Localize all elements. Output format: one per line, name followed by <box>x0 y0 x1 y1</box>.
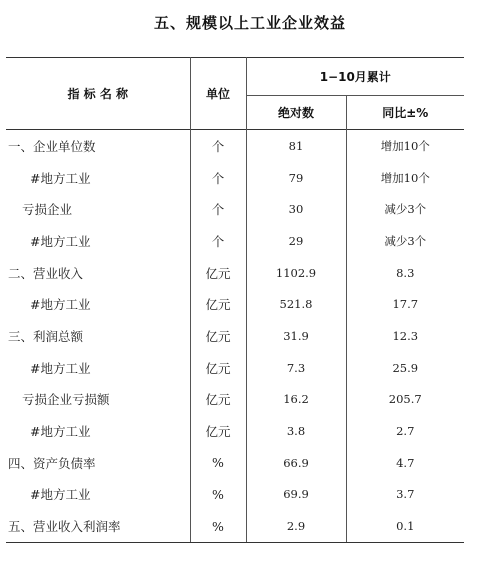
indicator-name: #地方工业 <box>30 360 91 376</box>
table-row <box>6 130 464 162</box>
unit-cell: 亿元 <box>190 384 246 416</box>
header-period: 1−10月累计 <box>246 58 464 96</box>
indicator-name: 三、利润总额 <box>8 328 84 344</box>
unit-cell: % <box>190 447 246 479</box>
absolute-value: 7.3 <box>246 352 346 384</box>
table-row <box>6 257 464 289</box>
unit-cell: % <box>190 510 246 542</box>
table-row <box>6 162 464 194</box>
yoy-value: 增加10个 <box>346 130 464 162</box>
table-row <box>6 225 464 257</box>
header-absolute: 绝对数 <box>246 96 346 130</box>
yoy-value: 增加10个 <box>346 162 464 194</box>
absolute-value: 29 <box>246 225 346 257</box>
yoy-value: 8.3 <box>346 257 464 289</box>
page-title: 五、规模以上工业企业效益 <box>153 14 346 32</box>
table-row <box>6 510 464 542</box>
indicator-name: 二、营业收入 <box>8 265 84 281</box>
efficiency-table <box>6 57 464 543</box>
absolute-value: 69.9 <box>246 479 346 511</box>
absolute-value: 30 <box>246 193 346 225</box>
indicator-name: #地方工业 <box>30 233 91 249</box>
absolute-value: 3.8 <box>246 415 346 447</box>
indicator-name: 四、资产负债率 <box>8 455 96 471</box>
yoy-value: 0.1 <box>346 510 464 542</box>
yoy-value: 4.7 <box>346 447 464 479</box>
indicator-name: #地方工业 <box>30 424 91 440</box>
indicator-name: 五、营业收入利润率 <box>6 510 190 542</box>
yoy-value: 25.9 <box>346 352 464 384</box>
unit-cell: % <box>190 479 246 511</box>
unit-cell: 个 <box>190 162 246 194</box>
table-row <box>6 320 464 352</box>
yoy-value: 3.7 <box>346 479 464 511</box>
header-yoy: 同比±% <box>346 96 464 130</box>
table-body <box>6 130 464 543</box>
unit-cell: 亿元 <box>190 257 246 289</box>
absolute-value: 79 <box>246 162 346 194</box>
indicator-name: #地方工业 <box>30 170 91 186</box>
indicator-name: 亏损企业 <box>22 202 73 218</box>
absolute-value: 2.9 <box>246 510 346 542</box>
yoy-value: 205.7 <box>346 384 464 416</box>
table-row <box>6 288 464 320</box>
yoy-value: 减少3个 <box>346 225 464 257</box>
table-row <box>6 384 464 416</box>
indicator-name: 亏损企业亏损额 <box>22 392 110 408</box>
indicator-name: #地方工业 <box>30 297 91 313</box>
yoy-value: 2.7 <box>346 415 464 447</box>
absolute-value: 31.9 <box>246 320 346 352</box>
unit-cell: 亿元 <box>190 352 246 384</box>
absolute-value: 521.8 <box>246 288 346 320</box>
unit-cell: 个 <box>190 130 246 162</box>
unit-cell: 亿元 <box>190 288 246 320</box>
table-row <box>6 447 464 479</box>
absolute-value: 16.2 <box>246 384 346 416</box>
indicator-name: 一、企业单位数 <box>6 130 190 162</box>
absolute-value: 1102.9 <box>246 257 346 289</box>
indicator-name: #地方工业 <box>30 487 91 503</box>
table-row <box>6 479 464 511</box>
unit-cell: 亿元 <box>190 320 246 352</box>
absolute-value: 81 <box>246 130 346 162</box>
table-row <box>6 352 464 384</box>
header-indicator-name: 指 标 名 称 <box>67 87 129 101</box>
yoy-value: 12.3 <box>346 320 464 352</box>
unit-cell: 个 <box>190 193 246 225</box>
unit-cell: 个 <box>190 225 246 257</box>
absolute-value: 66.9 <box>246 447 346 479</box>
header-unit: 单位 <box>190 58 246 130</box>
table-row <box>6 193 464 225</box>
yoy-value: 17.7 <box>346 288 464 320</box>
table-header <box>6 58 464 130</box>
table-row <box>6 415 464 447</box>
unit-cell: 亿元 <box>190 415 246 447</box>
yoy-value: 减少3个 <box>346 193 464 225</box>
